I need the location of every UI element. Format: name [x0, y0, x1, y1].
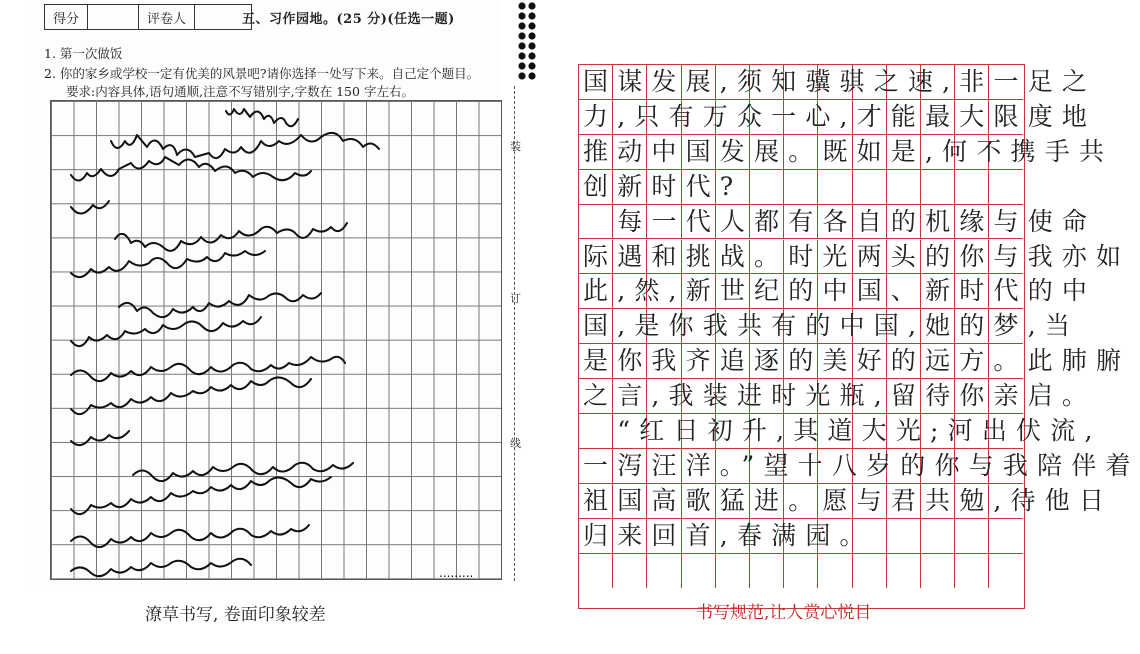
essay-line-text: 创新时代? — [583, 171, 743, 201]
essay-line-text: 国谋发展,须知骥骐之速,非一足之 — [583, 67, 1097, 96]
essay-line-text: 际遇和挑战。时光两头的你与我亦如 — [583, 241, 1131, 271]
essay-line-text: 此,然,新世纪的中国、新时代的中 — [583, 276, 1097, 306]
messy-handwriting — [51, 101, 501, 579]
binding-mark-1: 装 — [510, 140, 521, 153]
essay-line-text: 归来回首,春满园。 — [583, 520, 874, 550]
section-title: 五、习作园地。(25 分)(任选一题) — [242, 12, 455, 27]
score-box — [88, 5, 139, 30]
essay-line-text: “红日初升,其道大光;河出伏流, — [583, 416, 1102, 445]
binding-dash-line — [514, 86, 515, 581]
essay-line-text: 祖国高歌猛进。愿与君共勉,待他日 — [583, 485, 1114, 515]
left-caption: 潦草书写, 卷面印象较差 — [145, 605, 326, 625]
essay-line-text: 是你我齐追逐的美好的远方。此肺腑 — [583, 346, 1131, 376]
svg-text:.........: ......... — [439, 566, 474, 580]
requirements: 要求:内容具体,语句通顺,注意不写错别字,字数在 150 字左右。 — [66, 84, 414, 99]
question-1: 1. 第一次做饭 — [44, 46, 123, 61]
score-label: 得分 — [45, 5, 88, 30]
essay-line-text: 推动中国发展。既如是,何不携手共 — [583, 136, 1114, 166]
binding-mark-2: 订 — [510, 292, 521, 305]
essay-line-text: 之言,我装进时光瓶,留待你亲启。 — [583, 381, 1097, 411]
essay-line-text: 每一代人都有各自的机缘与使命 — [583, 206, 1097, 236]
neat-essay-sheet — [564, 42, 1140, 582]
essay-line-text: 力,只有万众一心,才能最大限度地 — [583, 101, 1097, 131]
grader-label: 评卷人 — [139, 5, 195, 30]
question-2: 2. 你的家乡或学校一定有优美的风景吧?请你选择一处写下来。自己定个题目。 — [44, 66, 480, 81]
essay-line-text: 国,是你我共有的中国,她的梦,当 — [583, 311, 1080, 341]
neat-essay-grid — [578, 64, 1140, 609]
perforation-marks — [516, 0, 540, 86]
essay-line-text — [579, 554, 1028, 589]
essay-line-text: 一泻汪洋。”望十八岁的你与我陪伴着 — [583, 450, 1140, 480]
right-caption: 书写规范,让人赏心悦目 — [696, 603, 872, 623]
messy-exam-sheet — [30, 0, 521, 590]
score-table — [44, 4, 252, 30]
binding-mark-3: 线 — [510, 437, 521, 450]
messy-essay-grid — [50, 100, 502, 580]
